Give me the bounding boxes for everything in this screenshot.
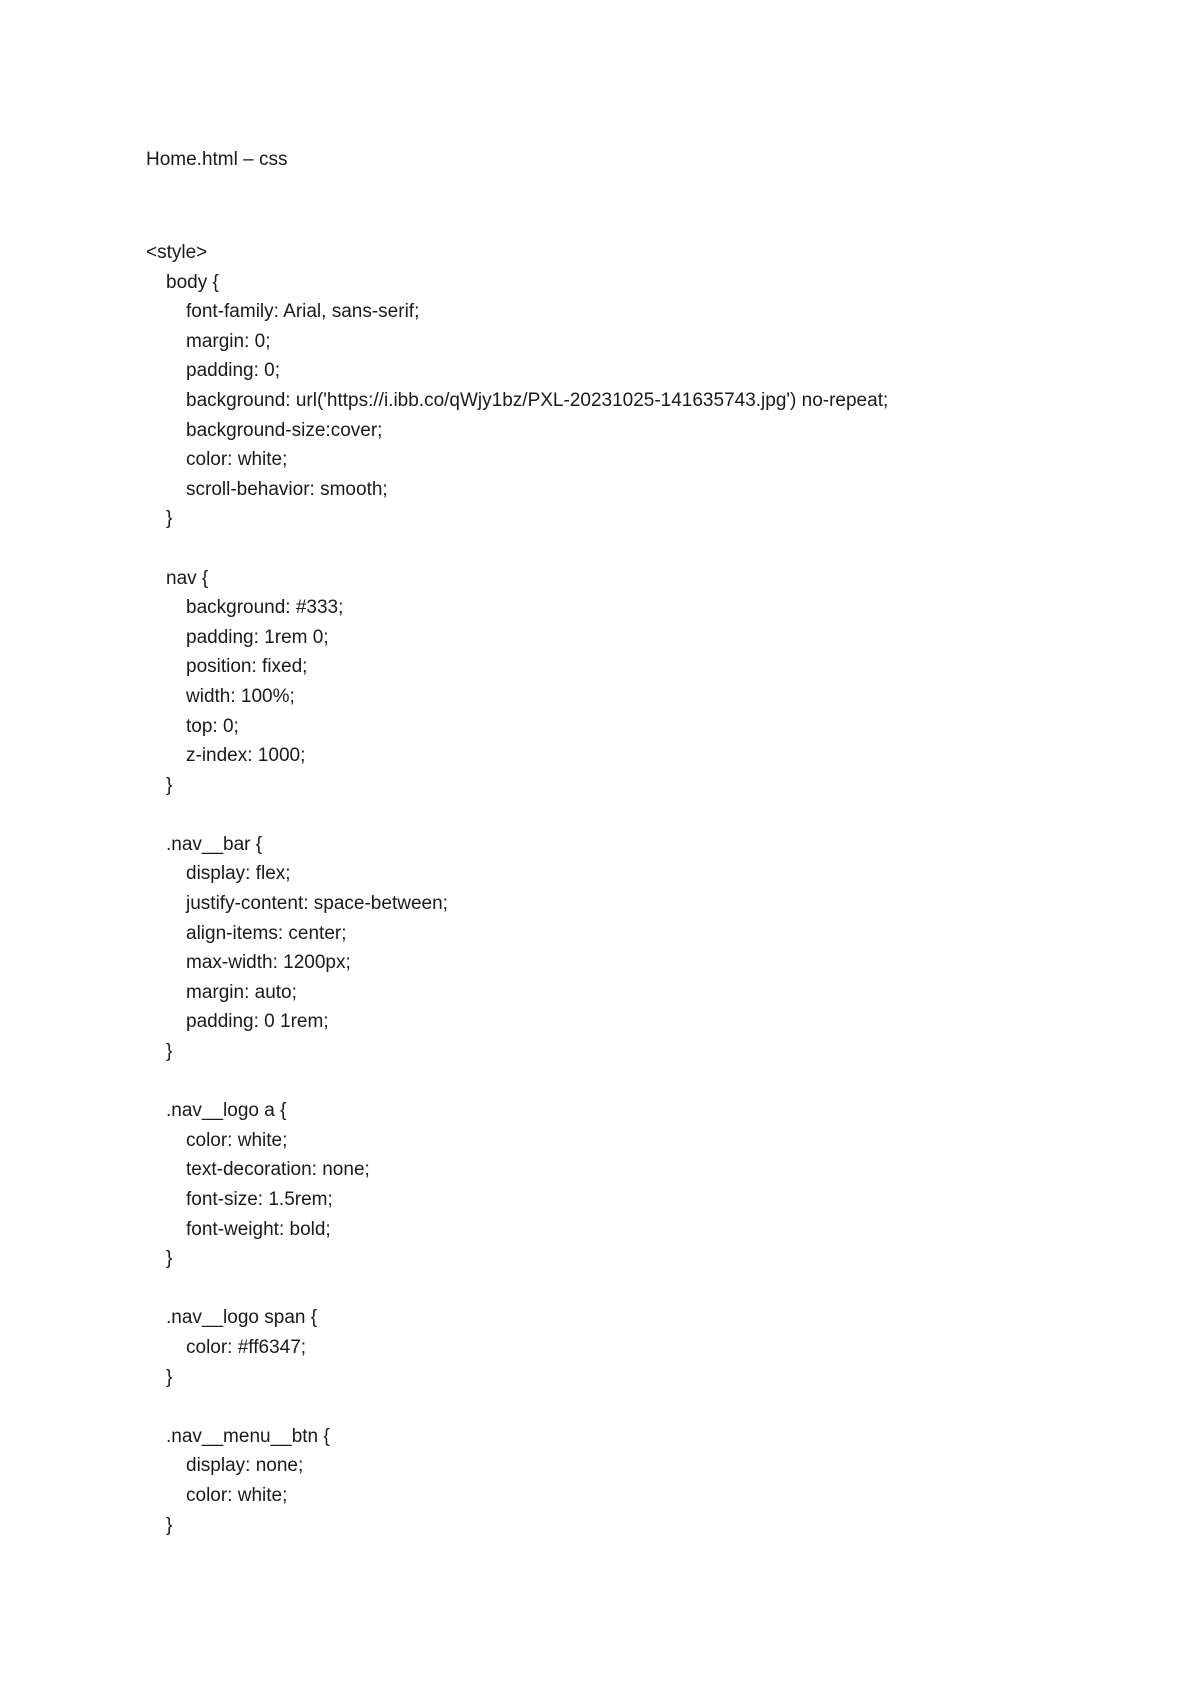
code-line: } — [166, 1514, 173, 1536]
code-line: display: flex; — [186, 863, 291, 885]
code-line: scroll-behavior: smooth; — [186, 478, 388, 500]
code-line: z-index: 1000; — [186, 745, 306, 767]
code-line: max-width: 1200px; — [186, 952, 351, 974]
code-line: font-family: Arial, sans-serif; — [186, 301, 420, 323]
code-line: font-weight: bold; — [186, 1218, 331, 1240]
code-line: font-size: 1.5rem; — [186, 1189, 333, 1210]
code-line: background-size:cover; — [186, 419, 383, 441]
code-line: } — [166, 774, 173, 796]
code-line: justify-content: space-between; — [186, 893, 448, 915]
code-line: .nav__bar { — [166, 833, 263, 855]
code-line — [146, 534, 1146, 564]
code-line: color: white; — [186, 1129, 288, 1151]
document-title: Home.html – css — [146, 149, 288, 170]
code-line: } — [166, 1041, 173, 1063]
code-line — [146, 1274, 1146, 1304]
code-line: padding: 1rem 0; — [186, 626, 329, 648]
code-line: color: white; — [186, 449, 288, 471]
code-line: } — [166, 1248, 173, 1270]
code-line: text-decoration: none; — [186, 1159, 370, 1181]
code-line: background: #333; — [186, 597, 344, 619]
code-line: align-items: center; — [186, 922, 347, 944]
code-line: } — [166, 1366, 173, 1388]
code-line: position: fixed; — [186, 656, 308, 678]
code-line: padding: 0 1rem; — [186, 1011, 329, 1033]
code-line: color: white; — [186, 1484, 288, 1506]
code-line: .nav__logo a { — [166, 1100, 287, 1122]
code-line: body { — [166, 271, 219, 293]
code-line: nav { — [166, 567, 209, 589]
code-line — [146, 1067, 1146, 1097]
code-line: <style> — [146, 242, 208, 263]
code-line — [146, 1392, 1146, 1422]
code-line — [146, 800, 1146, 830]
code-line: margin: 0; — [186, 330, 271, 352]
code-line: .nav__logo span { — [166, 1307, 318, 1329]
code-line: .nav__menu__btn { — [166, 1425, 330, 1447]
code-line: background: url('https://i.ibb.co/qWjy1bz/PXL-20231025-141635743.jpg') no-repeat; — [186, 389, 889, 411]
css-code-block — [146, 238, 1146, 1540]
code-line: } — [166, 508, 173, 530]
code-line: margin: auto; — [186, 981, 297, 1003]
code-line: color: #ff6347; — [186, 1336, 307, 1358]
code-line: display: none; — [186, 1455, 304, 1477]
code-line: width: 100%; — [186, 685, 295, 707]
code-line: padding: 0; — [186, 360, 281, 382]
code-line: top: 0; — [186, 715, 239, 737]
